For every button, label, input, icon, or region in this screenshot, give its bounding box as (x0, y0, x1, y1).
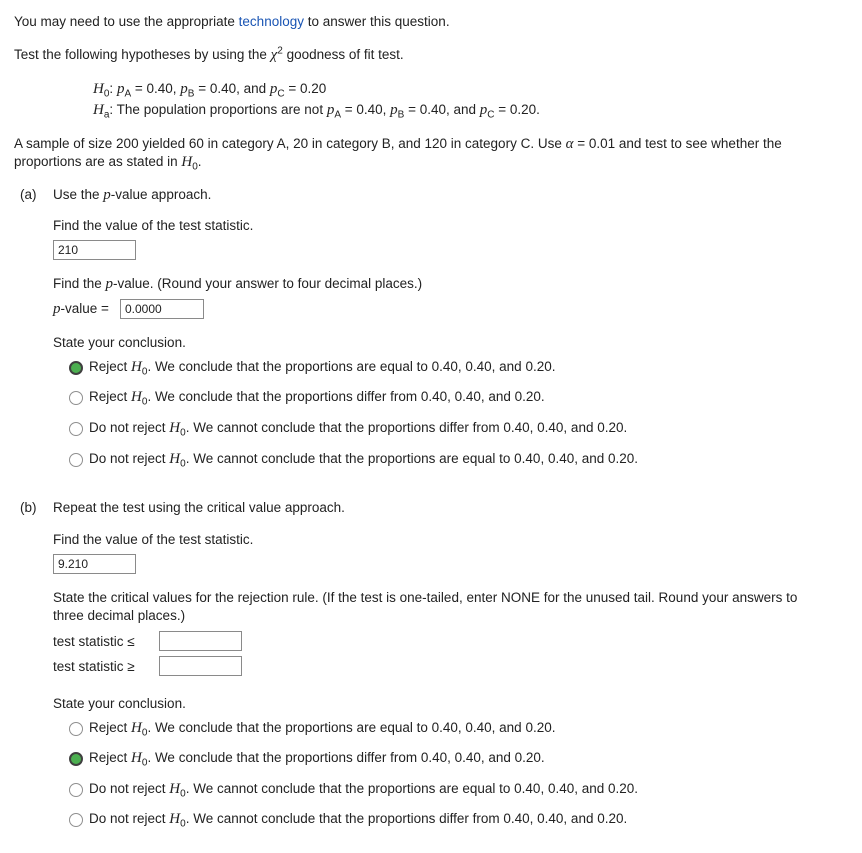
part-b-option-1-radio[interactable] (69, 722, 83, 736)
part-a-pvalue-prompt: Find the p-value. (Round your answer to four decimal places.) (53, 276, 423, 292)
part-a-letter: (a) (20, 187, 37, 202)
alternative-hypothesis: $H_a$: The population proportions are not $p_A = 0.40$, $p_B = 0.40$, and $p_C = 0.20$. (93, 102, 540, 121)
part-a-pvalue-input[interactable]: 0.0000 (120, 299, 204, 319)
le-label: test statistic ≤ (53, 634, 135, 649)
part-a-option-4-label[interactable]: Do not reject $H_0$. We cannot conclude that the proportions are equal to 0.40, 0.40, and 0.20. (89, 451, 639, 470)
part-a-option-3-radio[interactable] (69, 422, 83, 436)
part-b-stat-prompt: Find the value of the test statistic. (53, 532, 254, 547)
part-b-conclusion-prompt: State your conclusion. (53, 696, 186, 711)
part-b-title: Repeat the test using the critical value approach. (53, 500, 345, 515)
part-b-option-2-radio[interactable] (69, 752, 83, 766)
part-a-pvalue-label: p-value = (53, 301, 109, 317)
part-b-option-1-label[interactable]: Reject $H_0$. We conclude that the proportions are equal to 0.40, 0.40, and 0.20. (89, 720, 556, 739)
part-b-option-3-label[interactable]: Do not reject $H_0$. We cannot conclude that the proportions are equal to 0.40, 0.40, and 0.20. (89, 781, 639, 800)
part-a-option-1-label[interactable]: Reject $H_0$. We conclude that the proportions are equal to 0.40, 0.40, and 0.20. (89, 359, 556, 378)
part-a-option-2-label[interactable]: Reject $H_0$. We conclude that the proportions differ from 0.40, 0.40, and 0.20. (89, 389, 545, 408)
part-b-option-4-label[interactable]: Do not reject $H_0$. We cannot conclude that the proportions differ from 0.40, 0.40, and 0.20. (89, 811, 628, 830)
part-a-option-4-radio[interactable] (69, 453, 83, 467)
sample-description: A sample of size 200 yielded 60 in category A, 20 in category B, and 120 in category C. Use α = 0.01 and test to see whether the proportions are as stated in $H_0$. (14, 136, 782, 173)
part-a-conclusion-prompt: State your conclusion. (53, 335, 186, 350)
part-a-title: Use the p-value approach. (53, 187, 212, 203)
intro-text: You may need to use the appropriate technology to answer this question. (14, 14, 450, 29)
ge-label: test statistic ≥ (53, 659, 135, 674)
part-b-option-3-radio[interactable] (69, 783, 83, 797)
critical-lower-input[interactable] (159, 631, 242, 651)
part-a-stat-input[interactable]: 210 (53, 240, 136, 260)
part-b-stat-input[interactable]: 9.210 (53, 554, 136, 574)
part-a-option-1-radio[interactable] (69, 361, 83, 375)
part-a-option-3-label[interactable]: Do not reject $H_0$. We cannot conclude that the proportions differ from 0.40, 0.40, and 0.20. (89, 420, 628, 439)
part-a-option-2-radio[interactable] (69, 391, 83, 405)
part-b-letter: (b) (20, 500, 37, 515)
part-a-stat-prompt: Find the value of the test statistic. (53, 218, 254, 233)
part-b-critical-prompt: State the critical values for the rejection rule. (If the test is one-tailed, enter NONE for the unused tail. Round your answers to three decimal places.) (53, 590, 798, 623)
null-hypothesis: $H_0$: $p_A = 0.40$, $p_B = 0.40$, and $p_C = 0.20$ (93, 81, 327, 100)
critical-upper-input[interactable] (159, 656, 242, 676)
part-b-option-4-radio[interactable] (69, 813, 83, 827)
instruction-text: Test the following hypotheses by using the $\chi^2$ goodness of fit test. (14, 45, 404, 63)
technology-link[interactable]: technology (238, 14, 304, 29)
part-b-option-2-label[interactable]: Reject $H_0$. We conclude that the proportions differ from 0.40, 0.40, and 0.20. (89, 750, 545, 769)
